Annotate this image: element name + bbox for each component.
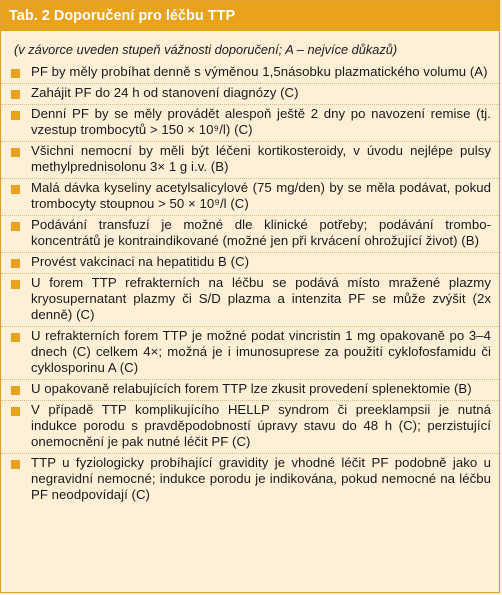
table-subtitle: (v závorce uveden stupeň vážnosti doporučení; A – nejvíce důkazů) [14, 42, 398, 57]
list-item [1, 401, 499, 454]
list-item-text: TTP u fyziologicky probíhající gravidity je vhodné léčit PF podobně jako u negravidní nemocné; indukce porodu je indikována, pokud nemocné na léčbu PF neodpovídají (C) [31, 455, 491, 502]
square-bullet-icon [11, 185, 20, 194]
square-bullet-icon [11, 69, 20, 78]
list-item-text: Zahájit PF do 24 h od stanovení diagnózy (C) [31, 85, 299, 100]
square-bullet-icon [11, 111, 20, 120]
list-item [1, 105, 499, 142]
square-bullet-icon [11, 259, 20, 268]
square-bullet-icon [11, 460, 20, 469]
list-item-text: PF by měly probíhat denně s výměnou 1,5násobku plazmatického volumu (A) [31, 64, 488, 79]
list-item-text: Provést vakcinaci na hepatitidu B (C) [31, 254, 250, 269]
square-bullet-icon [11, 90, 20, 99]
list-item-text: Denní PF by se měly provádět alespoň ještě 2 dny po navození remise (tj. vzestup trombocytů > 150 × 10⁹/l) (C) [31, 106, 491, 137]
square-bullet-icon [11, 222, 20, 231]
table-title: Tab. 2 Doporučení pro léčbu TTP [9, 8, 236, 24]
list-item-text: Všichni nemocní by měli být léčeni kortikosteroidy, v úvodu nejlépe pulsy methylprednisolonu 3× 1 g i.v. (B) [31, 143, 491, 174]
square-bullet-icon [11, 148, 20, 157]
square-bullet-icon [11, 407, 20, 416]
recommendation-list [1, 63, 499, 506]
list-item-text: Podávání transfuzí je možné dle klinické potřeby; podávání trombokoncentrátů je kontraindikované (možné jen při krvácení ohrožující život) (B) [31, 217, 491, 248]
list-item [1, 142, 499, 179]
list-item-text: V případě TTP komplikujícího HELLP syndrom či preeklampsii je nutná indukce porodu s pravděpodobností úpravy stavu do 48 h (C); perzistující onemocnění je pak nutné léčit PF (C) [31, 402, 491, 449]
list-item [1, 327, 499, 380]
list-item-text: U refrakterních forem TTP je možné podat vincristin 1 mg opakovaně po 3–4 dnech (C) celkem 4×; možná je i imunosuprese za použití cyklofosfamidu či cyklosporinu A (C) [31, 328, 491, 375]
list-item [1, 179, 499, 216]
list-item [1, 253, 499, 274]
square-bullet-icon [11, 386, 20, 395]
list-item-text: Malá dávka kyseliny acetylsalicylové (75 mg/den) by se měla podávat, pokud trombocyty stoupnou > 50 × 10⁹/l (C) [31, 180, 491, 211]
list-item [1, 274, 499, 327]
list-item [1, 84, 499, 105]
list-item [1, 380, 499, 401]
list-item-text: U opakovaně relabujících forem TTP lze zkusit provedení splenektomie (B) [31, 381, 472, 396]
list-item [1, 454, 499, 506]
list-item [1, 63, 499, 84]
square-bullet-icon [11, 280, 20, 289]
square-bullet-icon [11, 333, 20, 342]
table-header [1, 1, 499, 31]
list-item [1, 216, 499, 253]
list-item-text: U forem TTP refrakterních na léčbu se podává místo mražené plazmy kryosupernatant plazmy či S/D plazma a intenzita PF se může zvýšit (2x denně) (C) [31, 275, 491, 322]
